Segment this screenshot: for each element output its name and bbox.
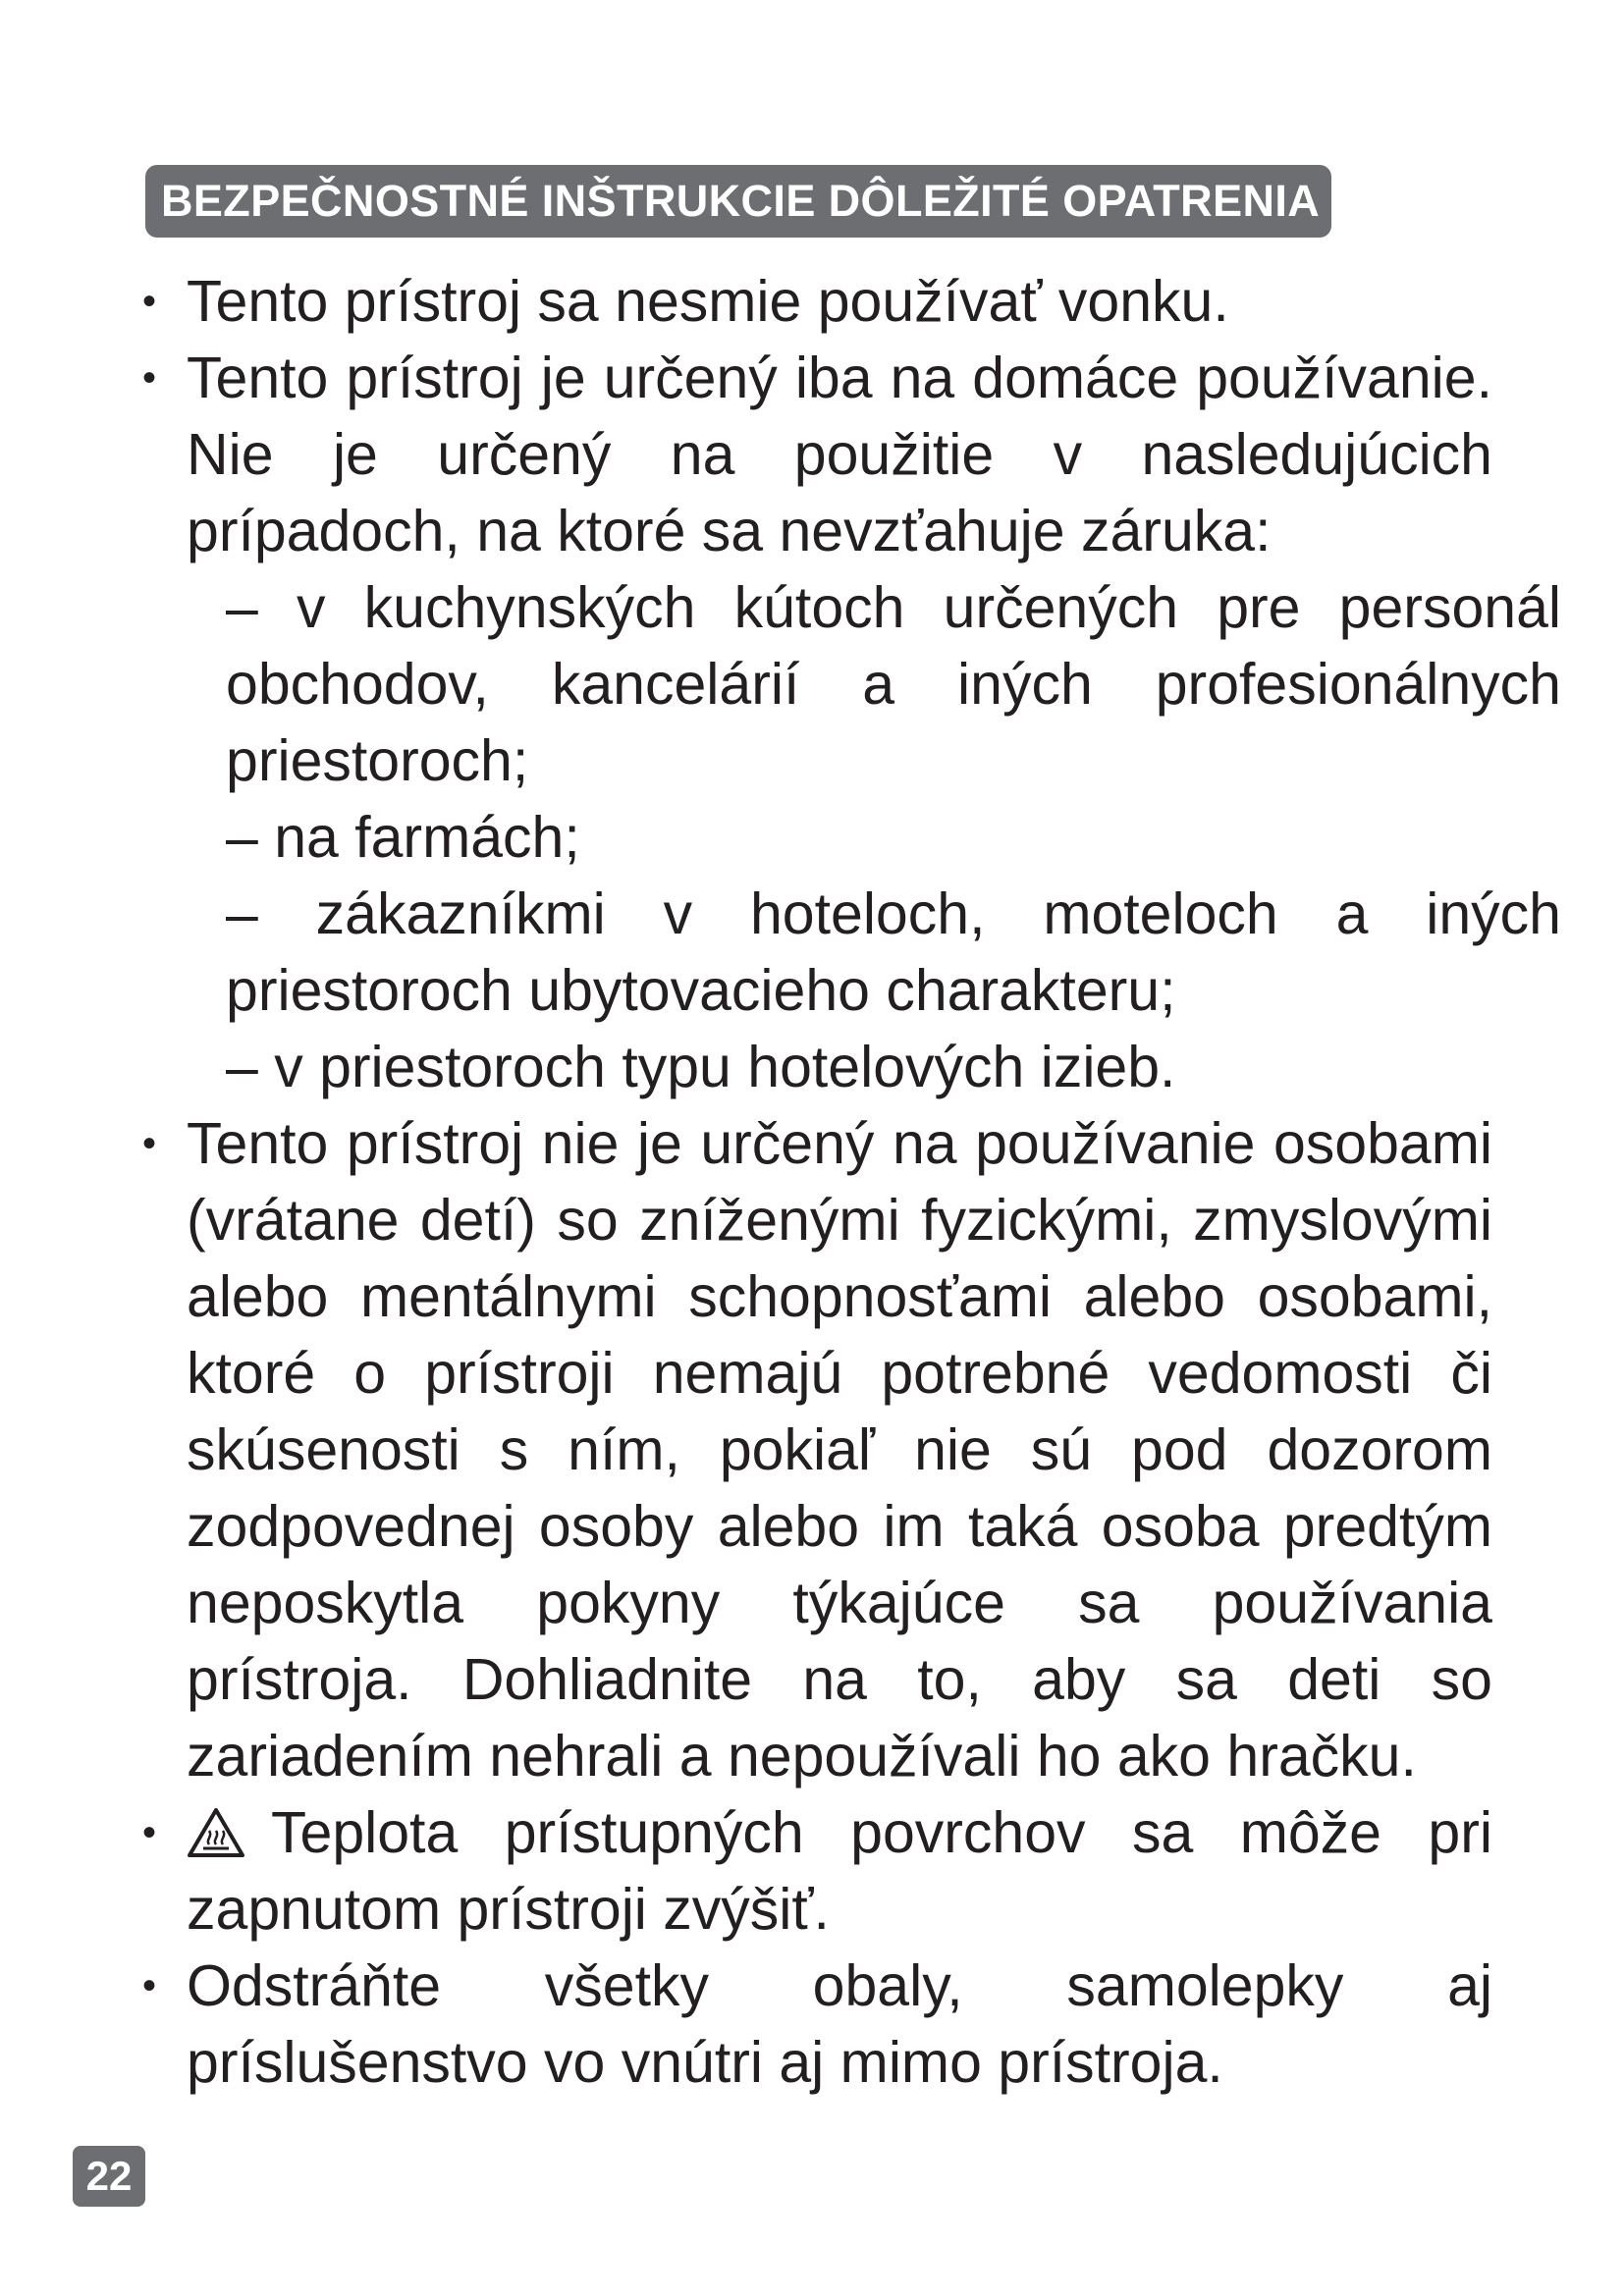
section-heading: BEZPEČNOSTNÉ INŠTRUKCIE DÔLEŽITÉ OPATRENIA <box>145 165 1331 238</box>
instruction-outdoor-text: Tento prístroj sa nesmie používať vonku. <box>187 269 1229 334</box>
instruction-domestic-use-text: • Tento prístroj je určený iba na domáce používanie. Nie je určený na použitie v nasledujúcich prípadoch, na ktoré sa nevzťahuje záruka: <box>187 346 1492 563</box>
instruction-list <box>187 263 1561 2101</box>
excluded-uses-list <box>187 569 1561 1105</box>
instruction-remove-packaging <box>187 1948 1492 2101</box>
instruction-hot-surface <box>187 1794 1492 1948</box>
excluded-use-item: – v kuchynských kútoch určených pre personál obchodov, kancelárií a iných profesionálnych priestoroch; <box>226 575 1561 793</box>
excluded-use-item: – na farmách; <box>226 805 580 870</box>
instruction-remove-packaging-text: Odstráňte všetky obaly, samolepky aj príslušenstvo vo vnútri aj mimo prístroja. <box>187 1953 1492 2095</box>
instruction-domestic-use <box>187 340 1561 1105</box>
excluded-use-item: – zákazníkmi v hoteloch, moteloch a iných priestoroch ubytovacieho charakteru; <box>226 881 1561 1023</box>
instruction-reduced-capabilities-text: Tento prístroj nie je určený na používanie osobami (vrátane detí) so zníženými fyzickými, zmyslovými alebo mentálnymi schopnosťami alebo osobami, ktoré o prístroji nemajú potrebné vedomosti či skúsenosti s ním, pokiaľ nie sú pod dozorom zodpovednej osoby alebo im taká osoba predtým neposkytla pokyny týkajúce sa používania prístroja. Dohliadnite na to, aby sa deti so zariadením nehrali a nepoužívali ho ako hračku. <box>187 1111 1492 1789</box>
instruction-hot-surface-text: Teplota prístupných povrchov sa môže pri zapnutom prístroji zvýšiť. <box>187 1800 1492 1942</box>
instruction-outdoor <box>187 263 1281 340</box>
excluded-use-item: – v priestoroch typu hotelových izieb. <box>226 1035 1176 1099</box>
instruction-reduced-capabilities <box>187 1105 1492 1794</box>
hot-surface-warning-icon <box>187 1807 245 1858</box>
page-number: 22 <box>73 2146 145 2207</box>
